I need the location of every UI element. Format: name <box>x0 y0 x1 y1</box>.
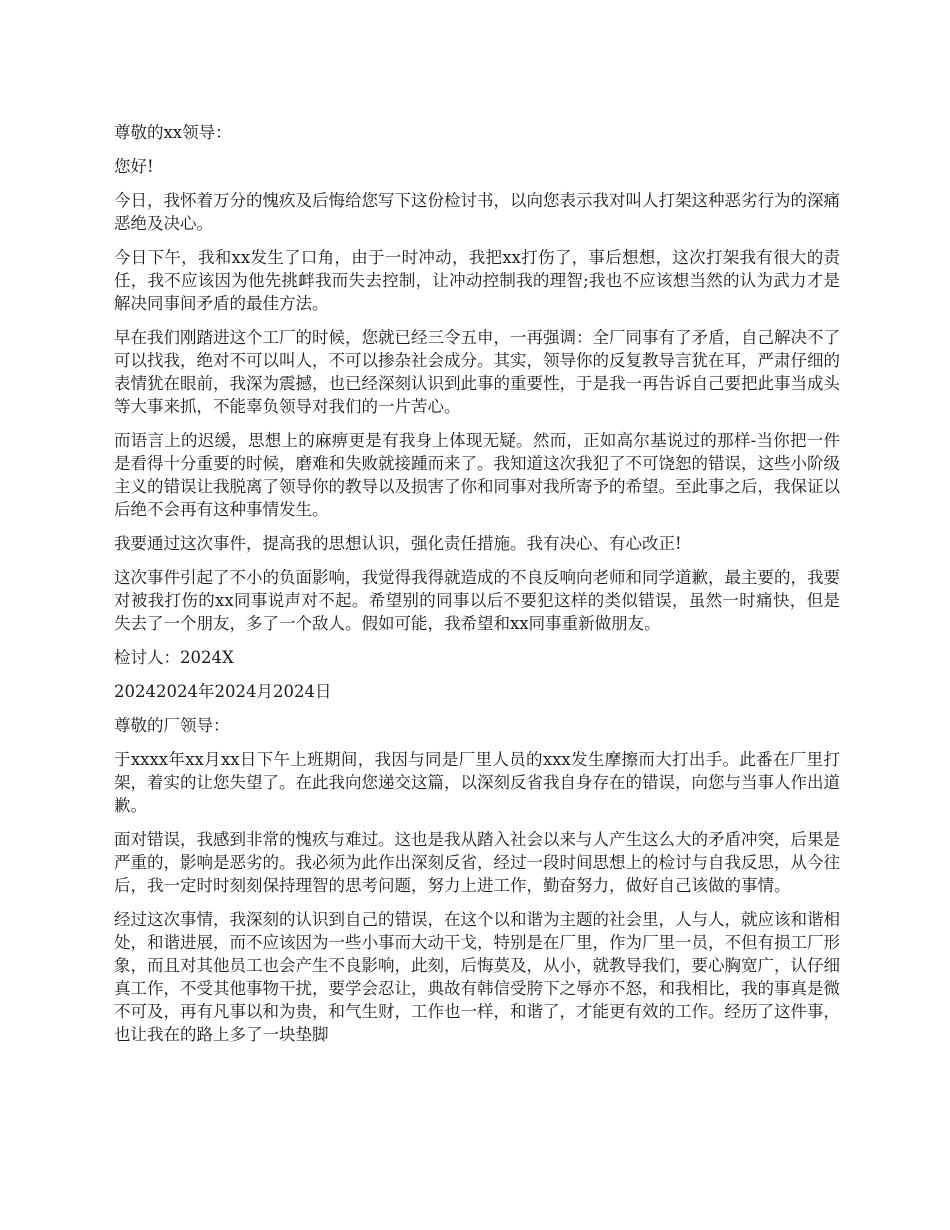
paragraph: 我要通过这次事件，提高我的思想认识，强化责任措施。我有决心、有心改正! <box>114 534 682 553</box>
date-line: 20242024年2024月2024日 <box>114 682 332 701</box>
salutation: 尊敬的xx领导： <box>114 123 232 142</box>
paragraph: 而语言上的迟缓，思想上的麻痹更是有我身上体现无疑。然而，正如高尔基说过的那样-当你把一件是看得十分重要的时候，磨难和失败就接踵而来了。我知道这次我犯了不可饶恕的错误，这些小阶级主义的错误让我脱离了领导你的教导以及损害了你和同事对我所寄予的希望。至此事之后，我保证以后绝不会再有这种事情发生。 <box>114 431 840 519</box>
paragraph: 今日下午，我和xx发生了口角，由于一时冲动，我把xx打伤了，事后想想，这次打架我有很大的责任，我不应该因为他先挑衅我而失去控制，让冲动控制我的理智;我也不应该想当然的认为武力才是解决同事间矛盾的最佳方法。 <box>114 248 840 313</box>
paragraph: 这次事件引起了不小的负面影响，我觉得我得就造成的不良反响向老师和同学道歉，最主要的，我要对被我打伤的xx同事说声对不起。希望别的同事以后不要犯这样的类似错误，虽然一时痛快，但是失去了一个朋友，多了一个敌人。假如可能，我希望和xx同事重新做朋友。 <box>114 568 840 633</box>
document-body <box>114 121 840 1057</box>
signature-line: 检讨人：2024X <box>114 648 234 667</box>
salutation-second: 尊敬的厂领导： <box>114 716 230 735</box>
paragraph: 于xxxx年xx月xx日下午上班期间，我因与同是厂里人员的xxx发生摩擦而大打出手。此番在厂里打架，着实的让您失望了。在此我向您递交这篇，以深刻反省我自身存在的错误，向您与当事人作出道歉。 <box>114 750 840 815</box>
paragraph: 今日，我怀着万分的愧疚及后悔给您写下这份检讨书，以向您表示我对叫人打架这种恶劣行为的深痛恶绝及决心。 <box>114 191 840 233</box>
paragraph: 早在我们刚踏进这个工厂的时候，您就已经三令五申，一再强调：全厂同事有了矛盾，自己解决不了可以找我，绝对不可以叫人，不可以掺杂社会成分。其实，领导你的反复教导言犹在耳，严肃仔细的表情犹在眼前，我深为震撼，也已经深刻认识到此事的重要性，于是我一再告诉自己要把此事当成头等大事来抓，不能辜负领导对我们的一片苦心。 <box>114 328 840 416</box>
greeting: 您好! <box>114 157 154 176</box>
paragraph: 面对错误，我感到非常的愧疚与难过。这也是我从踏入社会以来与人产生这么大的矛盾冲突，后果是严重的，影响是恶劣的。我必须为此作出深刻反省，经过一段时间思想上的检讨与自我反思，从今往后，我一定时时刻刻保持理智的思考问题，努力上进工作，勤奋努力，做好自己该做的事情。 <box>114 830 840 895</box>
paragraph: 经过这次事情，我深刻的认识到自己的错误，在这个以和谐为主题的社会里，人与人，就应该和谐相处，和谐进展，而不应该因为一些小事而大动干戈，特别是在厂里，作为厂里一员，不但有损工厂形象，而且对其他员工也会产生不良影响，此刻，后悔莫及，从小，就教导我们，要心胸宽广，认仔细真工作，不受其他事物干扰，要学会忍让，典故有韩信受胯下之辱亦不怒，和我相比，我的事真是微不可及，再有凡事以和为贵，和气生财，工作也一样，和谐了，才能更有效的工作。经历了这件事，也让我在的路上多了一块垫脚 <box>114 910 840 1044</box>
